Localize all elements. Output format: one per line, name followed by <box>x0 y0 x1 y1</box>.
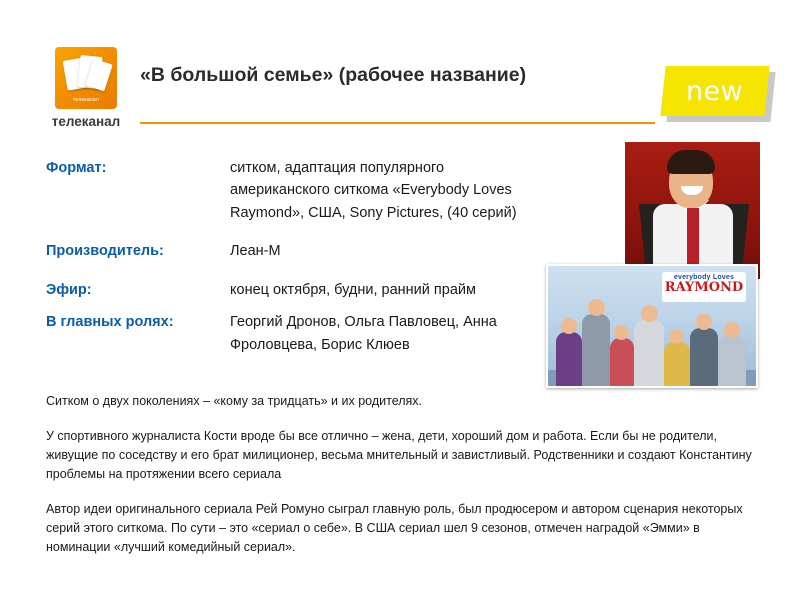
poster-figure-head <box>669 329 684 344</box>
poster-figure-head <box>561 318 577 334</box>
info-value: ситком, адаптация популярного американского ситкома «Everybody Loves Raymond», США, Sony Pictures, (40 серий) <box>230 160 517 221</box>
info-table <box>46 157 546 372</box>
poster-figure <box>690 328 718 386</box>
poster-logo-line1: everybody Loves <box>673 274 735 281</box>
poster-figure <box>610 338 634 386</box>
poster-figure <box>664 342 690 386</box>
page-title: «В большой семье» (рабочее название) <box>140 64 527 86</box>
portrait-hair <box>667 150 715 174</box>
portrait-tie <box>687 208 699 270</box>
poster-figure-head <box>641 305 658 322</box>
poster-figure-head <box>614 325 629 340</box>
logo-caption: телеканал <box>51 114 121 129</box>
info-label: Эфир: <box>46 281 92 298</box>
info-value: Георгий Дронов, Ольга Павловец, Анна Фроловцева, Борис Клюев <box>230 314 497 353</box>
info-label: Производитель: <box>46 243 164 260</box>
paragraph-2: У спортивного журналиста Кости вроде бы все отлично – жена, дети, хороший дом и работа. Если бы не родители, живущие по соседству и его брат милиционер, весьма мнительный и завистливый. Родственники и создают Константину проблемы на протяжении всего сериала <box>46 429 752 481</box>
poster-figure <box>556 332 582 386</box>
logo-mark <box>55 47 117 109</box>
paragraph-3: Автор идеи оригинального сериала Рей Ромуно сыграл главную роль, был продюсером и автором сценария некоторых серий этого ситкома. По сути – это «сериал о себе». В США сериал шел 9 сезонов, отмечен наградой «Эмми» в номинации «лучший комедийный сериал». <box>46 502 743 554</box>
info-row-air <box>46 279 546 301</box>
channel-logo <box>46 47 126 129</box>
badge-face <box>660 66 769 116</box>
paragraph-1: Ситком о двух поколениях – «кому за тридцать» и их родителях. <box>46 394 423 408</box>
info-row-format <box>46 157 546 224</box>
info-row-producer <box>46 240 546 262</box>
info-label: В главных ролях: <box>46 314 174 331</box>
series-poster-photo <box>546 264 758 388</box>
poster-figure-head <box>696 314 712 330</box>
poster-logo-line2: RAYMOND <box>664 280 744 296</box>
title-divider <box>140 122 655 124</box>
info-label: Формат: <box>46 160 107 176</box>
actor-portrait-photo <box>625 142 760 279</box>
poster-logo <box>662 272 746 302</box>
info-value: Леан-М <box>230 243 281 260</box>
badge-label: new <box>686 75 744 107</box>
poster-figure <box>582 314 610 386</box>
poster-figure-head <box>724 322 740 338</box>
info-value: конец октября, будни, ранний прайм <box>230 281 476 298</box>
logo-inner-text: телеканал <box>73 97 99 103</box>
poster-figure-head <box>588 299 605 316</box>
description-text <box>46 392 756 573</box>
poster-figure <box>718 336 746 386</box>
new-badge <box>663 66 773 122</box>
info-row-cast <box>46 311 546 356</box>
poster-figure <box>634 320 664 386</box>
